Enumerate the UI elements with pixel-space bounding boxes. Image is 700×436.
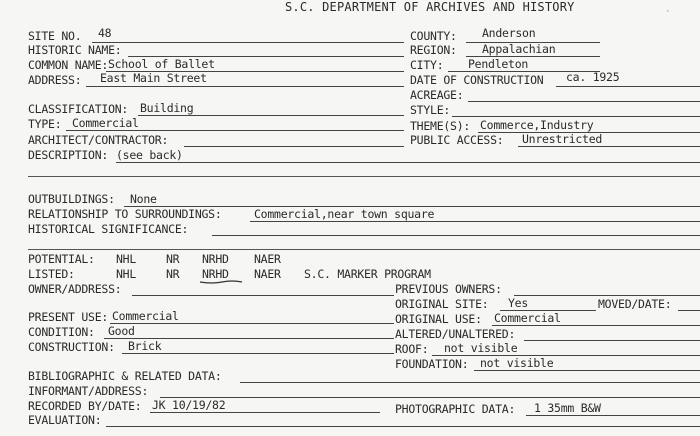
architect-label: ARCHITECT/CONTRACTOR:: [28, 133, 169, 147]
foundation-line: [474, 370, 700, 371]
photo-value: 1 35mm B&W: [534, 401, 601, 415]
separator-2: [28, 249, 700, 250]
access-value: Unrestricted: [522, 132, 603, 146]
acreage-label: ACREAGE:: [410, 88, 464, 102]
biblio-line: [240, 382, 700, 383]
date-line: [556, 86, 700, 87]
foundation-label: FOUNDATION:: [395, 357, 469, 371]
architect-line: [184, 146, 404, 147]
original-use-line: [492, 325, 700, 326]
city-value: Pendleton: [468, 57, 529, 71]
classification-label: CLASSIFICATION:: [28, 102, 129, 116]
roof-value: not visible: [444, 341, 518, 355]
style-line: [452, 116, 700, 117]
county-label: COUNTY:: [410, 29, 457, 43]
style-label: STYLE:: [410, 103, 451, 117]
original-site-label: ORIGINAL SITE:: [395, 297, 489, 311]
listed-label: LISTED:: [28, 267, 75, 281]
original-site-value: Yes: [508, 296, 529, 310]
county-value: Anderson: [482, 26, 536, 40]
listed-nhl: NHL: [116, 267, 137, 281]
original-use-label: ORIGINAL USE:: [395, 312, 482, 326]
owner-label: OWNER/ADDRESS:: [28, 282, 122, 296]
outbuildings-value: None: [130, 192, 157, 206]
description-label: DESCRIPTION:: [28, 148, 109, 162]
separator-1: [28, 176, 700, 177]
type-label: TYPE:: [28, 117, 62, 131]
city-label: CITY:: [410, 58, 444, 72]
biblio-label: BIBLIOGRAPHIC & RELATED DATA:: [28, 369, 222, 383]
evaluation-line: [106, 426, 700, 427]
common-name-value: School of Ballet: [108, 57, 215, 71]
recorded-line: [150, 412, 380, 413]
listed-nrhd: NRHD: [202, 267, 229, 281]
recorded-value: JK 10/19/82: [152, 398, 226, 412]
previous-owners-label: PREVIOUS OWNERS:: [395, 282, 502, 296]
address-label: ADDRESS:: [28, 73, 82, 87]
theme-label: THEME(S):: [410, 119, 471, 133]
original-use-value: Commercial: [494, 311, 561, 325]
previous-owners-line: [514, 295, 700, 296]
marker-program: S.C. MARKER PROGRAM: [304, 267, 431, 281]
description-line: [116, 162, 700, 163]
photo-label: PHOTOGRAPHIC DATA:: [395, 402, 516, 416]
type-line: [66, 130, 404, 131]
present-use-label: PRESENT USE:: [28, 310, 109, 324]
owner-line: [132, 295, 394, 296]
corner-mark: ·: [665, 7, 671, 17]
site-no-line: [92, 42, 404, 43]
region-value: Appalachian: [482, 42, 556, 56]
description-value: (see back): [116, 148, 183, 162]
potential-nrhd: NRHD: [202, 252, 229, 266]
significance-line: [212, 235, 700, 236]
relationship-line: [250, 221, 700, 222]
address-value: East Main Street: [100, 71, 207, 85]
site-no-label: SITE NO.: [28, 29, 82, 43]
informant-label: INFORMANT/ADDRESS:: [28, 384, 149, 398]
construction-line: [122, 353, 394, 354]
common-name-label: COMMON NAME:: [28, 58, 109, 72]
construction-label: CONSTRUCTION:: [28, 340, 115, 354]
construction-value: Brick: [128, 339, 162, 353]
moved-date-line: [678, 310, 700, 311]
classification-line: [138, 115, 404, 116]
foundation-value: not visible: [480, 356, 554, 370]
region-label: REGION:: [410, 43, 457, 57]
informant-line: [160, 397, 700, 398]
site-no-value: 48: [98, 26, 112, 40]
evaluation-label: EVALUATION:: [28, 413, 102, 427]
form-title: S.C. DEPARTMENT OF ARCHIVES AND HISTORY: [285, 0, 575, 14]
relationship-label: RELATIONSHIP TO SURROUNDINGS:: [28, 207, 222, 221]
historic-name-label: HISTORIC NAME:: [28, 43, 122, 57]
roof-label: ROOF:: [395, 342, 429, 356]
nrhd-handwritten-underline: [198, 279, 244, 285]
access-line: [518, 146, 700, 147]
potential-nr: NR: [166, 252, 180, 266]
date-label: DATE OF CONSTRUCTION: [410, 73, 544, 87]
recorded-label: RECORDED BY/DATE:: [28, 399, 142, 413]
roof-line: [432, 355, 700, 356]
photo-line: [526, 415, 700, 416]
altered-label: ALTERED/UNALTERED:: [395, 327, 516, 341]
type-value: Commercial: [72, 116, 139, 130]
listed-nr: NR: [166, 267, 180, 281]
address-line: [86, 86, 404, 87]
present-use-line: [110, 323, 394, 324]
potential-nhl: NHL: [116, 252, 137, 266]
classification-value: Building: [140, 101, 194, 115]
date-value: ca. 1925: [566, 70, 620, 84]
access-label: PUBLIC ACCESS:: [410, 133, 504, 147]
condition-value: Good: [108, 324, 135, 338]
outbuildings-label: OUTBUILDINGS:: [28, 192, 115, 206]
relationship-value: Commercial,near town square: [254, 207, 435, 221]
theme-value: Commerce,Industry: [480, 118, 594, 132]
potential-naer: NAER: [254, 252, 281, 266]
altered-line: [524, 340, 700, 341]
potential-label: POTENTIAL:: [28, 252, 95, 266]
listed-naer: NAER: [254, 267, 281, 281]
acreage-line: [468, 101, 700, 102]
significance-label: HISTORICAL SIGNIFICANCE:: [28, 222, 189, 236]
present-use-value: Commercial: [112, 309, 179, 323]
moved-date-label: MOVED/DATE:: [598, 297, 672, 311]
condition-label: CONDITION:: [28, 325, 95, 339]
